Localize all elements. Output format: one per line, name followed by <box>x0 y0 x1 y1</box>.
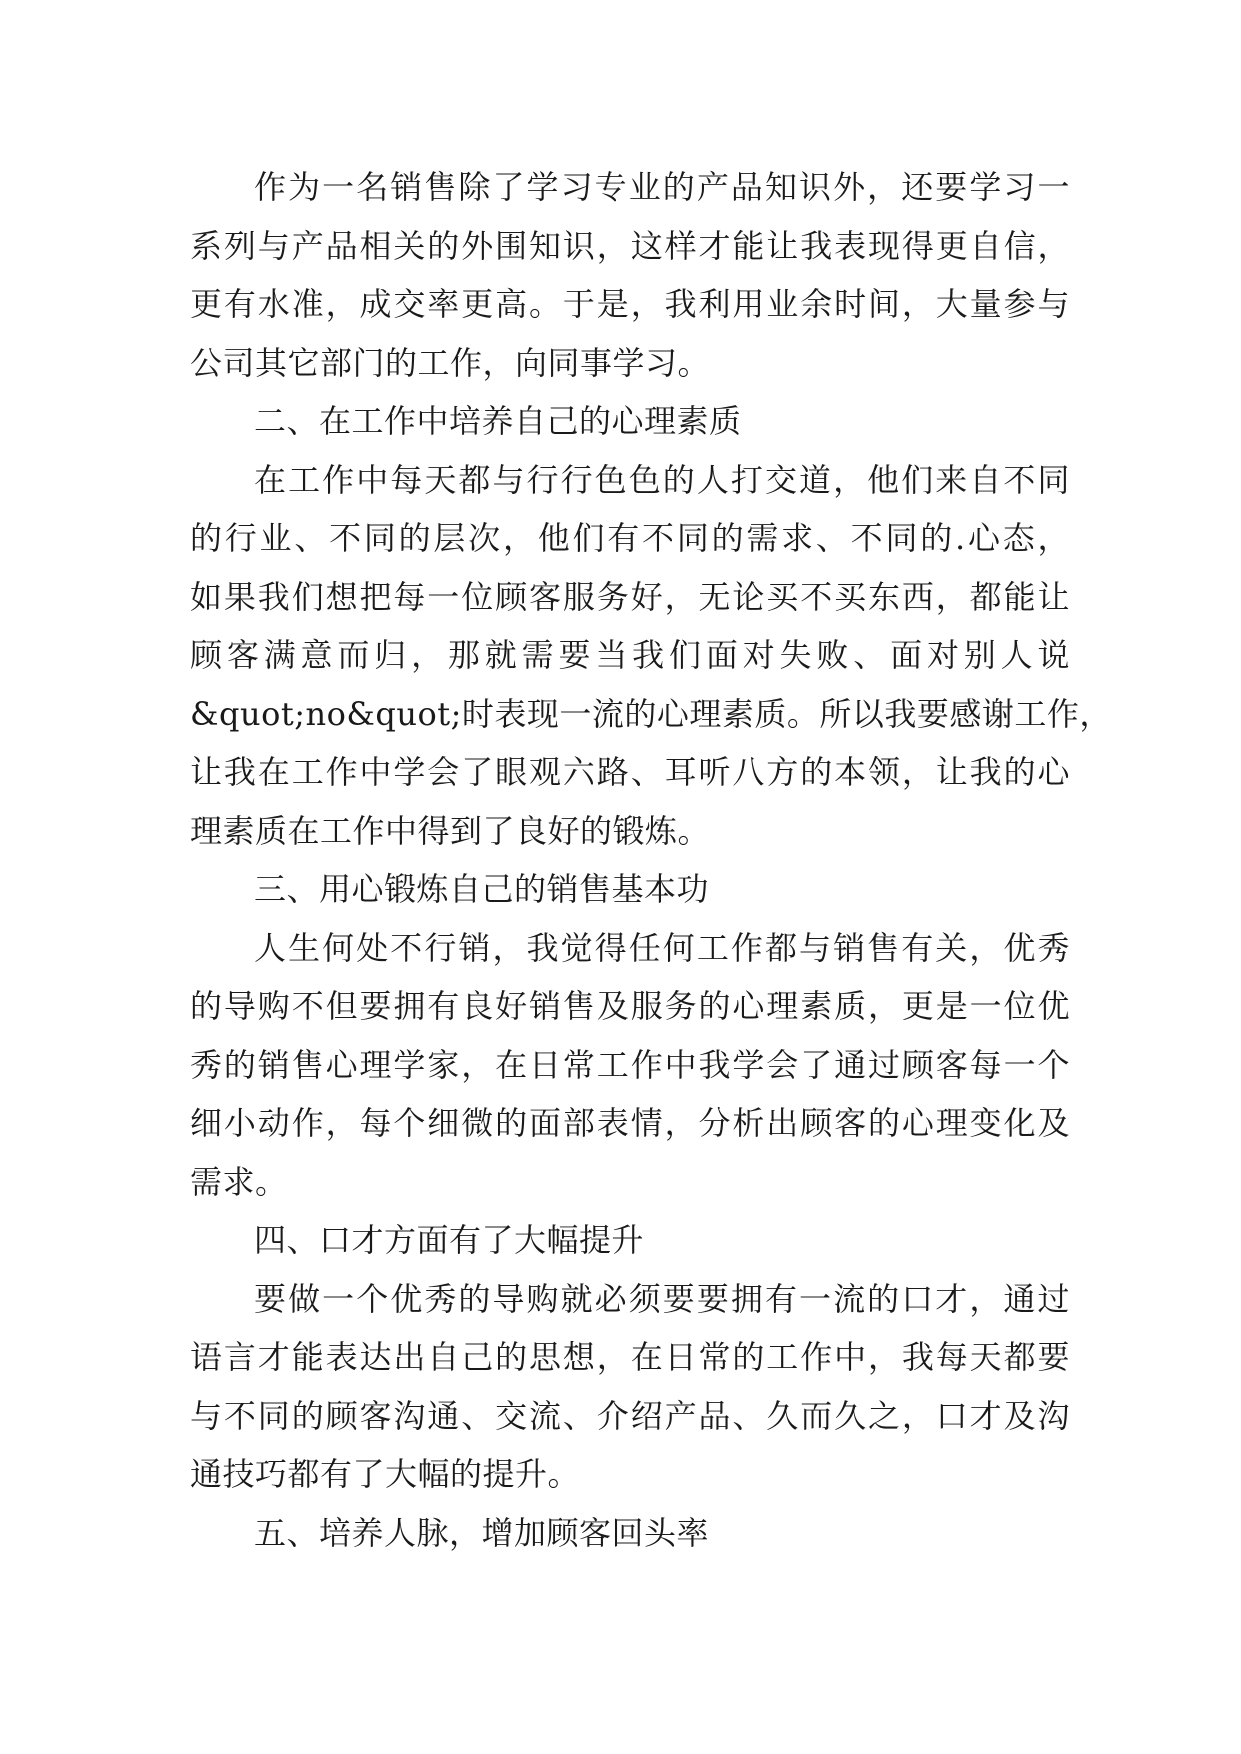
paragraph-line: 让我在工作中学会了眼观六路、耳听八方的本领，让我的心 <box>190 753 1070 791</box>
paragraph-line: 细小动作，每个细微的面部表情，分析出顾客的心理变化及 <box>190 1104 1070 1142</box>
paragraph-line: 通技巧都有了大幅的提升。 <box>190 1455 581 1493</box>
paragraph-line: 顾客满意而归，那就需要当我们面对失败、面对别人说 <box>190 636 1070 674</box>
section-heading: 三、用心锻炼自己的销售基本功 <box>254 870 710 908</box>
paragraph-line: 秀的销售心理学家，在日常工作中我学会了通过顾客每一个 <box>190 1045 1070 1084</box>
paragraph-line: 如果我们想把每一位顾客服务好，无论买不买东西，都能让 <box>190 577 1070 616</box>
paragraph-line: 更有水准，成交率更高。于是，我利用业余时间，大量参与 <box>190 285 1070 323</box>
section-heading: 四、口才方面有了大幅提升 <box>254 1221 645 1259</box>
section-heading: 五、培养人脉，增加顾客回头率 <box>254 1513 710 1552</box>
paragraph-line: &quot;no&quot;时表现一流的心理素质。所以我要感谢工作， <box>190 694 1112 733</box>
paragraph-line: 语言才能表达出自己的思想，在日常的工作中，我每天都要 <box>190 1338 1070 1376</box>
paragraph-line: 理素质在工作中得到了良好的锻炼。 <box>190 811 711 850</box>
paragraph-line: 在工作中每天都与行行色色的人打交道，他们来自不同 <box>254 460 1070 499</box>
paragraph-line: 人生何处不行销，我觉得任何工作都与销售有关，优秀 <box>254 928 1070 967</box>
paragraph-line: 的行业、不同的层次，他们有不同的需求、不同的.心态， <box>190 519 1070 557</box>
section-heading: 二、在工作中培养自己的心理素质 <box>254 402 742 440</box>
paragraph-line: 作为一名销售除了学习专业的产品知识外，还要学习一 <box>254 168 1070 206</box>
paragraph-line: 要做一个优秀的导购就必须要要拥有一流的口才，通过 <box>254 1279 1070 1318</box>
document-body <box>190 158 1112 1562</box>
paragraph-line: 需求。 <box>190 1162 288 1201</box>
paragraph-line: 系列与产品相关的外围知识，这样才能让我表现得更自信， <box>190 226 1070 265</box>
paragraph-line: 的导购不但要拥有良好销售及服务的心理素质，更是一位优 <box>190 987 1070 1025</box>
paragraph-line: 与不同的顾客沟通、交流、介绍产品、久而久之，口才及沟 <box>190 1396 1070 1435</box>
paragraph-line: 公司其它部门的工作，向同事学习。 <box>190 343 711 382</box>
